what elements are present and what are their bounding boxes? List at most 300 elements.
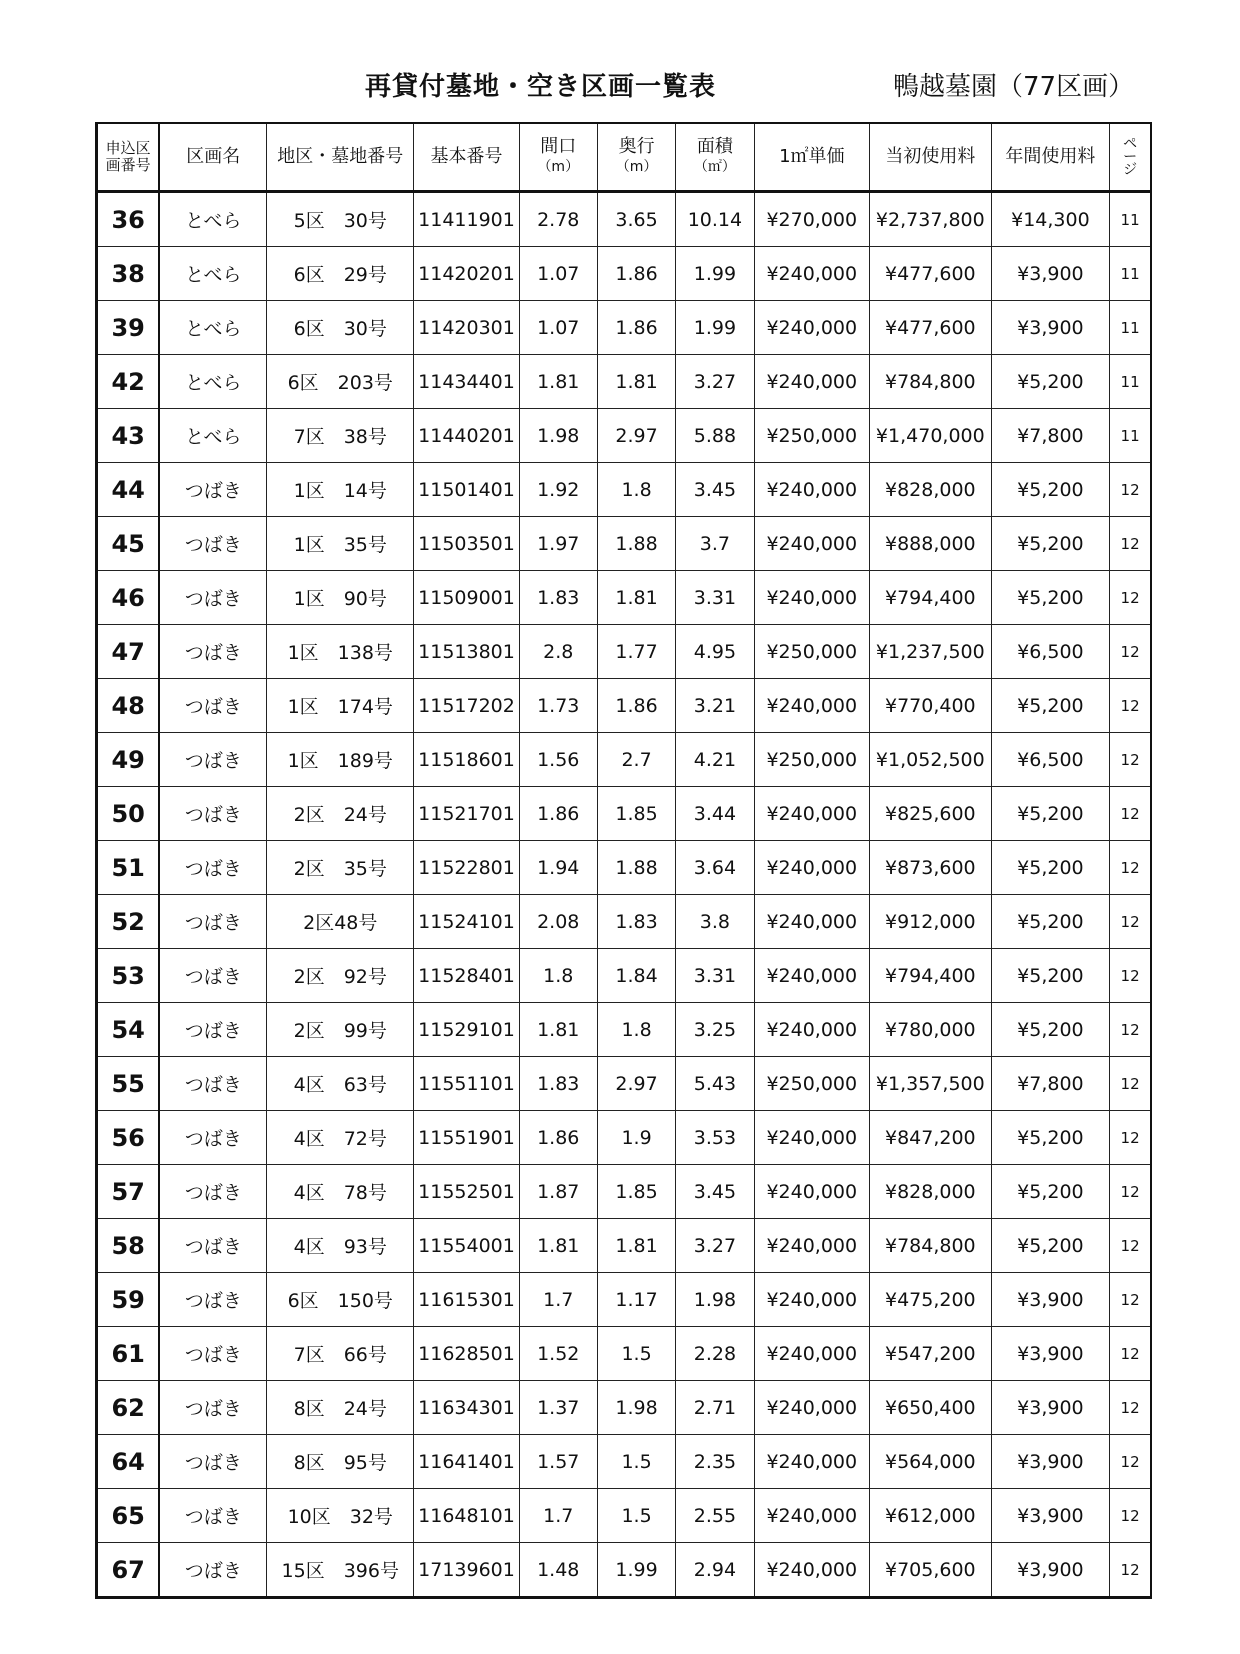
cell-apply-no: 45 (97, 517, 160, 571)
cell-area: 1.98 (676, 1273, 754, 1327)
cell-apply-no: 51 (97, 841, 160, 895)
cell-annual-fee: ¥5,200 (991, 679, 1110, 733)
cell-plot-name: つばき (159, 1489, 266, 1543)
cell-unit-price: ¥240,000 (754, 1381, 869, 1435)
header-page-char2: ー (1123, 148, 1138, 165)
cell-district: 2区 99号 (267, 1003, 414, 1057)
header-apply-no (97, 123, 160, 192)
cell-base-no: 11522801 (414, 841, 519, 895)
cell-annual-fee: ¥5,200 (991, 949, 1110, 1003)
table-row (97, 1435, 1152, 1489)
cell-district: 1区 174号 (267, 679, 414, 733)
cell-initial-fee: ¥612,000 (870, 1489, 992, 1543)
cell-district: 2区 92号 (267, 949, 414, 1003)
cell-plot-name: とべら (159, 301, 266, 355)
cell-page-no: 12 (1110, 895, 1151, 949)
cell-plot-name: つばき (159, 841, 266, 895)
header-depth-label: 奥行 (618, 136, 655, 157)
cell-district: 2区 35号 (267, 841, 414, 895)
cell-annual-fee: ¥5,200 (991, 1219, 1110, 1273)
cell-initial-fee: ¥770,400 (870, 679, 992, 733)
cell-district: 1区 35号 (267, 517, 414, 571)
cell-plot-name: とべら (159, 247, 266, 301)
cell-annual-fee: ¥14,300 (991, 192, 1110, 247)
cell-unit-price: ¥240,000 (754, 949, 869, 1003)
cell-width: 1.98 (519, 409, 597, 463)
cell-width: 1.8 (519, 949, 597, 1003)
cell-width: 1.86 (519, 1111, 597, 1165)
table-row (97, 1165, 1152, 1219)
cell-apply-no: 36 (97, 192, 160, 247)
page-subtitle: 鴨越墓園（77区画） (893, 72, 1135, 102)
cell-plot-name: とべら (159, 192, 266, 247)
table-row (97, 841, 1152, 895)
cell-area: 3.53 (676, 1111, 754, 1165)
cell-apply-no: 65 (97, 1489, 160, 1543)
cell-annual-fee: ¥3,900 (991, 1381, 1110, 1435)
cell-plot-name: つばき (159, 895, 266, 949)
cell-initial-fee: ¥794,400 (870, 571, 992, 625)
cell-initial-fee: ¥477,600 (870, 247, 992, 301)
cell-apply-no: 48 (97, 679, 160, 733)
cell-apply-no: 46 (97, 571, 160, 625)
cell-unit-price: ¥240,000 (754, 1165, 869, 1219)
cell-initial-fee: ¥1,470,000 (870, 409, 992, 463)
cell-initial-fee: ¥650,400 (870, 1381, 992, 1435)
cell-district: 1区 14号 (267, 463, 414, 517)
cell-page-no: 12 (1110, 1165, 1151, 1219)
cell-initial-fee: ¥2,737,800 (870, 192, 992, 247)
cell-plot-name: つばき (159, 463, 266, 517)
header-annual-fee: 年間使用料 (991, 123, 1110, 192)
cell-annual-fee: ¥3,900 (991, 1327, 1110, 1381)
cell-area: 1.99 (676, 301, 754, 355)
cell-initial-fee: ¥784,800 (870, 355, 992, 409)
table-row (97, 1219, 1152, 1273)
cell-base-no: 11634301 (414, 1381, 519, 1435)
cell-annual-fee: ¥6,500 (991, 625, 1110, 679)
cell-unit-price: ¥240,000 (754, 301, 869, 355)
cell-district: 15区 396号 (267, 1543, 414, 1598)
header-width (519, 123, 597, 192)
header-page-char3: ジ (1123, 161, 1138, 178)
table-row (97, 1489, 1152, 1543)
cell-unit-price: ¥240,000 (754, 355, 869, 409)
table-row (97, 1543, 1152, 1598)
cell-initial-fee: ¥828,000 (870, 1165, 992, 1219)
cell-plot-name: つばき (159, 949, 266, 1003)
cell-depth: 1.85 (597, 1165, 675, 1219)
cell-plot-name: つばき (159, 679, 266, 733)
cell-area: 3.45 (676, 463, 754, 517)
cell-page-no: 11 (1110, 355, 1151, 409)
cell-depth: 2.97 (597, 409, 675, 463)
cell-width: 1.81 (519, 1003, 597, 1057)
cell-area: 3.27 (676, 1219, 754, 1273)
cell-district: 7区 38号 (267, 409, 414, 463)
table-row (97, 409, 1152, 463)
cell-plot-name: つばき (159, 1219, 266, 1273)
cell-annual-fee: ¥3,900 (991, 301, 1110, 355)
header-plot-name: 区画名 (159, 123, 266, 192)
cell-depth: 2.7 (597, 733, 675, 787)
cell-area: 4.21 (676, 733, 754, 787)
cell-area: 3.25 (676, 1003, 754, 1057)
cell-unit-price: ¥240,000 (754, 1111, 869, 1165)
cell-unit-price: ¥250,000 (754, 625, 869, 679)
cell-width: 1.37 (519, 1381, 597, 1435)
cell-depth: 1.77 (597, 625, 675, 679)
cell-district: 1区 189号 (267, 733, 414, 787)
cell-annual-fee: ¥5,200 (991, 895, 1110, 949)
cell-base-no: 11615301 (414, 1273, 519, 1327)
cell-apply-no: 64 (97, 1435, 160, 1489)
table-row (97, 192, 1152, 247)
cell-base-no: 11411901 (414, 192, 519, 247)
header-district: 地区・墓地番号 (267, 123, 414, 192)
header-width-unit: （m） (537, 159, 580, 175)
cell-unit-price: ¥240,000 (754, 1435, 869, 1489)
cell-page-no: 11 (1110, 301, 1151, 355)
cell-depth: 1.86 (597, 247, 675, 301)
cell-depth: 1.88 (597, 841, 675, 895)
cell-district: 6区 29号 (267, 247, 414, 301)
cell-page-no: 12 (1110, 1489, 1151, 1543)
cell-depth: 1.9 (597, 1111, 675, 1165)
cell-base-no: 11552501 (414, 1165, 519, 1219)
cell-base-no: 11551901 (414, 1111, 519, 1165)
cell-base-no: 11521701 (414, 787, 519, 841)
cell-annual-fee: ¥5,200 (991, 571, 1110, 625)
cell-page-no: 12 (1110, 571, 1151, 625)
cell-initial-fee: ¥888,000 (870, 517, 992, 571)
cell-apply-no: 67 (97, 1543, 160, 1598)
cell-base-no: 11551101 (414, 1057, 519, 1111)
cell-initial-fee: ¥794,400 (870, 949, 992, 1003)
table-row (97, 1381, 1152, 1435)
cell-width: 1.7 (519, 1273, 597, 1327)
cell-annual-fee: ¥3,900 (991, 1489, 1110, 1543)
cell-plot-name: つばき (159, 733, 266, 787)
cell-plot-name: つばき (159, 1111, 266, 1165)
table-header (97, 123, 1152, 192)
header-area-unit: （㎡） (693, 159, 736, 175)
cell-plot-name: つばき (159, 1327, 266, 1381)
cell-unit-price: ¥240,000 (754, 463, 869, 517)
cell-plot-name: つばき (159, 787, 266, 841)
cell-annual-fee: ¥3,900 (991, 247, 1110, 301)
cell-width: 2.78 (519, 192, 597, 247)
cell-width: 1.07 (519, 301, 597, 355)
cell-width: 2.08 (519, 895, 597, 949)
cell-apply-no: 47 (97, 625, 160, 679)
cell-district: 6区 30号 (267, 301, 414, 355)
cell-depth: 1.84 (597, 949, 675, 1003)
cell-district: 8区 24号 (267, 1381, 414, 1435)
cell-depth: 1.98 (597, 1381, 675, 1435)
cell-initial-fee: ¥1,237,500 (870, 625, 992, 679)
cell-initial-fee: ¥825,600 (870, 787, 992, 841)
cell-unit-price: ¥240,000 (754, 1273, 869, 1327)
header-area (676, 123, 754, 192)
cell-apply-no: 49 (97, 733, 160, 787)
cell-depth: 1.99 (597, 1543, 675, 1598)
cell-unit-price: ¥240,000 (754, 1489, 869, 1543)
cell-base-no: 11641401 (414, 1435, 519, 1489)
cell-area: 3.45 (676, 1165, 754, 1219)
cell-depth: 2.97 (597, 1057, 675, 1111)
cell-unit-price: ¥240,000 (754, 895, 869, 949)
cell-depth: 1.81 (597, 355, 675, 409)
cell-page-no: 12 (1110, 1435, 1151, 1489)
cell-area: 2.28 (676, 1327, 754, 1381)
cell-apply-no: 43 (97, 409, 160, 463)
cell-area: 2.94 (676, 1543, 754, 1598)
cell-base-no: 11518601 (414, 733, 519, 787)
table-row (97, 787, 1152, 841)
table-row (97, 895, 1152, 949)
cell-width: 1.92 (519, 463, 597, 517)
cell-unit-price: ¥250,000 (754, 1057, 869, 1111)
table-row (97, 1327, 1152, 1381)
cell-area: 3.44 (676, 787, 754, 841)
cell-district: 10区 32号 (267, 1489, 414, 1543)
cell-area: 3.8 (676, 895, 754, 949)
cell-width: 1.81 (519, 355, 597, 409)
table-row (97, 517, 1152, 571)
table-body (97, 192, 1152, 1598)
cell-page-no: 12 (1110, 1543, 1151, 1598)
cell-annual-fee: ¥5,200 (991, 1111, 1110, 1165)
cell-unit-price: ¥240,000 (754, 247, 869, 301)
cell-area: 2.55 (676, 1489, 754, 1543)
cell-width: 1.87 (519, 1165, 597, 1219)
cell-base-no: 11501401 (414, 463, 519, 517)
cell-plot-name: とべら (159, 409, 266, 463)
cell-district: 1区 138号 (267, 625, 414, 679)
cell-annual-fee: ¥5,200 (991, 463, 1110, 517)
cell-apply-no: 42 (97, 355, 160, 409)
cell-apply-no: 62 (97, 1381, 160, 1435)
cell-district: 6区 150号 (267, 1273, 414, 1327)
cell-district: 4区 72号 (267, 1111, 414, 1165)
table-row (97, 301, 1152, 355)
cell-depth: 1.81 (597, 571, 675, 625)
cell-initial-fee: ¥847,200 (870, 1111, 992, 1165)
page-title: 再貸付墓地・空き区画一覧表 (365, 72, 717, 102)
cell-width: 1.07 (519, 247, 597, 301)
cell-page-no: 12 (1110, 1057, 1151, 1111)
cell-depth: 1.86 (597, 301, 675, 355)
cell-depth: 1.5 (597, 1327, 675, 1381)
cell-page-no: 12 (1110, 625, 1151, 679)
cell-page-no: 11 (1110, 192, 1151, 247)
cell-page-no: 12 (1110, 1381, 1151, 1435)
cell-page-no: 12 (1110, 1219, 1151, 1273)
cell-area: 1.99 (676, 247, 754, 301)
header-apply-no-line1: 申込区 (105, 139, 151, 157)
cell-width: 1.52 (519, 1327, 597, 1381)
cell-base-no: 11509001 (414, 571, 519, 625)
cell-initial-fee: ¥1,357,500 (870, 1057, 992, 1111)
table-row (97, 1273, 1152, 1327)
cell-district: 4区 93号 (267, 1219, 414, 1273)
cell-width: 1.83 (519, 571, 597, 625)
cell-base-no: 11628501 (414, 1327, 519, 1381)
cell-width: 1.73 (519, 679, 597, 733)
cell-annual-fee: ¥3,900 (991, 1273, 1110, 1327)
cell-unit-price: ¥240,000 (754, 1219, 869, 1273)
cell-area: 3.7 (676, 517, 754, 571)
cell-area: 4.95 (676, 625, 754, 679)
cell-plot-name: つばき (159, 1057, 266, 1111)
table-row (97, 1003, 1152, 1057)
cell-width: 1.86 (519, 787, 597, 841)
cell-depth: 1.17 (597, 1273, 675, 1327)
cell-initial-fee: ¥1,052,500 (870, 733, 992, 787)
cell-annual-fee: ¥3,900 (991, 1543, 1110, 1598)
cell-page-no: 12 (1110, 787, 1151, 841)
cell-depth: 1.8 (597, 1003, 675, 1057)
table-row (97, 949, 1152, 1003)
cell-apply-no: 38 (97, 247, 160, 301)
cell-depth: 1.81 (597, 1219, 675, 1273)
cell-page-no: 11 (1110, 247, 1151, 301)
table-row (97, 1111, 1152, 1165)
cell-area: 3.27 (676, 355, 754, 409)
cell-initial-fee: ¥784,800 (870, 1219, 992, 1273)
table-row (97, 679, 1152, 733)
cell-unit-price: ¥240,000 (754, 1327, 869, 1381)
cell-annual-fee: ¥5,200 (991, 787, 1110, 841)
cell-district: 7区 66号 (267, 1327, 414, 1381)
cell-area: 5.88 (676, 409, 754, 463)
cell-width: 1.81 (519, 1219, 597, 1273)
cell-depth: 1.5 (597, 1489, 675, 1543)
cell-district: 8区 95号 (267, 1435, 414, 1489)
cell-page-no: 12 (1110, 517, 1151, 571)
cell-annual-fee: ¥5,200 (991, 841, 1110, 895)
cell-district: 5区 30号 (267, 192, 414, 247)
cell-base-no: 11517202 (414, 679, 519, 733)
cell-annual-fee: ¥5,200 (991, 517, 1110, 571)
table-row (97, 571, 1152, 625)
cell-page-no: 12 (1110, 1003, 1151, 1057)
header-width-label: 間口 (540, 136, 577, 157)
cell-base-no: 11554001 (414, 1219, 519, 1273)
cell-page-no: 12 (1110, 949, 1151, 1003)
cell-area: 3.31 (676, 571, 754, 625)
cell-width: 1.97 (519, 517, 597, 571)
cell-apply-no: 53 (97, 949, 160, 1003)
cell-plot-name: とべら (159, 355, 266, 409)
cell-unit-price: ¥240,000 (754, 679, 869, 733)
cell-apply-no: 58 (97, 1219, 160, 1273)
cell-unit-price: ¥240,000 (754, 1003, 869, 1057)
cell-base-no: 11528401 (414, 949, 519, 1003)
cell-annual-fee: ¥7,800 (991, 409, 1110, 463)
cell-annual-fee: ¥5,200 (991, 355, 1110, 409)
table-row (97, 625, 1152, 679)
cell-base-no: 11529101 (414, 1003, 519, 1057)
cell-annual-fee: ¥5,200 (991, 1003, 1110, 1057)
cell-annual-fee: ¥5,200 (991, 1165, 1110, 1219)
cell-unit-price: ¥240,000 (754, 571, 869, 625)
cell-width: 1.57 (519, 1435, 597, 1489)
cell-plot-name: つばき (159, 1381, 266, 1435)
cell-annual-fee: ¥6,500 (991, 733, 1110, 787)
cell-width: 1.7 (519, 1489, 597, 1543)
cell-base-no: 11503501 (414, 517, 519, 571)
cell-page-no: 12 (1110, 841, 1151, 895)
cell-initial-fee: ¥828,000 (870, 463, 992, 517)
cell-unit-price: ¥250,000 (754, 409, 869, 463)
cell-plot-name: つばき (159, 1273, 266, 1327)
cell-initial-fee: ¥780,000 (870, 1003, 992, 1057)
cell-area: 3.21 (676, 679, 754, 733)
cell-plot-name: つばき (159, 1003, 266, 1057)
cell-apply-no: 61 (97, 1327, 160, 1381)
header-depth (597, 123, 675, 192)
cell-area: 10.14 (676, 192, 754, 247)
cell-plot-name: つばき (159, 571, 266, 625)
cell-initial-fee: ¥547,200 (870, 1327, 992, 1381)
cell-apply-no: 59 (97, 1273, 160, 1327)
table-row (97, 247, 1152, 301)
cell-page-no: 12 (1110, 679, 1151, 733)
cell-page-no: 12 (1110, 1111, 1151, 1165)
cell-unit-price: ¥250,000 (754, 733, 869, 787)
cell-unit-price: ¥240,000 (754, 787, 869, 841)
cell-depth: 1.5 (597, 1435, 675, 1489)
cell-page-no: 12 (1110, 1273, 1151, 1327)
cell-depth: 1.86 (597, 679, 675, 733)
cell-base-no: 11648101 (414, 1489, 519, 1543)
cell-annual-fee: ¥7,800 (991, 1057, 1110, 1111)
cell-annual-fee: ¥3,900 (991, 1435, 1110, 1489)
cell-initial-fee: ¥873,600 (870, 841, 992, 895)
cell-apply-no: 44 (97, 463, 160, 517)
cell-plot-name: つばき (159, 1165, 266, 1219)
cell-area: 3.64 (676, 841, 754, 895)
cell-area: 2.35 (676, 1435, 754, 1489)
cell-width: 2.8 (519, 625, 597, 679)
cell-apply-no: 50 (97, 787, 160, 841)
cell-apply-no: 39 (97, 301, 160, 355)
cell-unit-price: ¥240,000 (754, 1543, 869, 1598)
cell-width: 1.56 (519, 733, 597, 787)
cell-district: 4区 78号 (267, 1165, 414, 1219)
cell-plot-name: つばき (159, 1543, 266, 1598)
cell-apply-no: 56 (97, 1111, 160, 1165)
cell-area: 2.71 (676, 1381, 754, 1435)
cell-width: 1.83 (519, 1057, 597, 1111)
cell-district: 1区 90号 (267, 571, 414, 625)
plot-table (95, 122, 1152, 1599)
cell-apply-no: 57 (97, 1165, 160, 1219)
cell-initial-fee: ¥705,600 (870, 1543, 992, 1598)
cell-page-no: 12 (1110, 733, 1151, 787)
cell-initial-fee: ¥477,600 (870, 301, 992, 355)
cell-page-no: 12 (1110, 1327, 1151, 1381)
cell-unit-price: ¥240,000 (754, 517, 869, 571)
header-area-label: 面積 (696, 136, 733, 157)
header-depth-unit: （m） (615, 159, 658, 175)
cell-plot-name: つばき (159, 1435, 266, 1489)
header-unit-price: 1㎡単価 (754, 123, 869, 192)
cell-apply-no: 52 (97, 895, 160, 949)
header-apply-no-line2: 画番号 (105, 156, 151, 174)
